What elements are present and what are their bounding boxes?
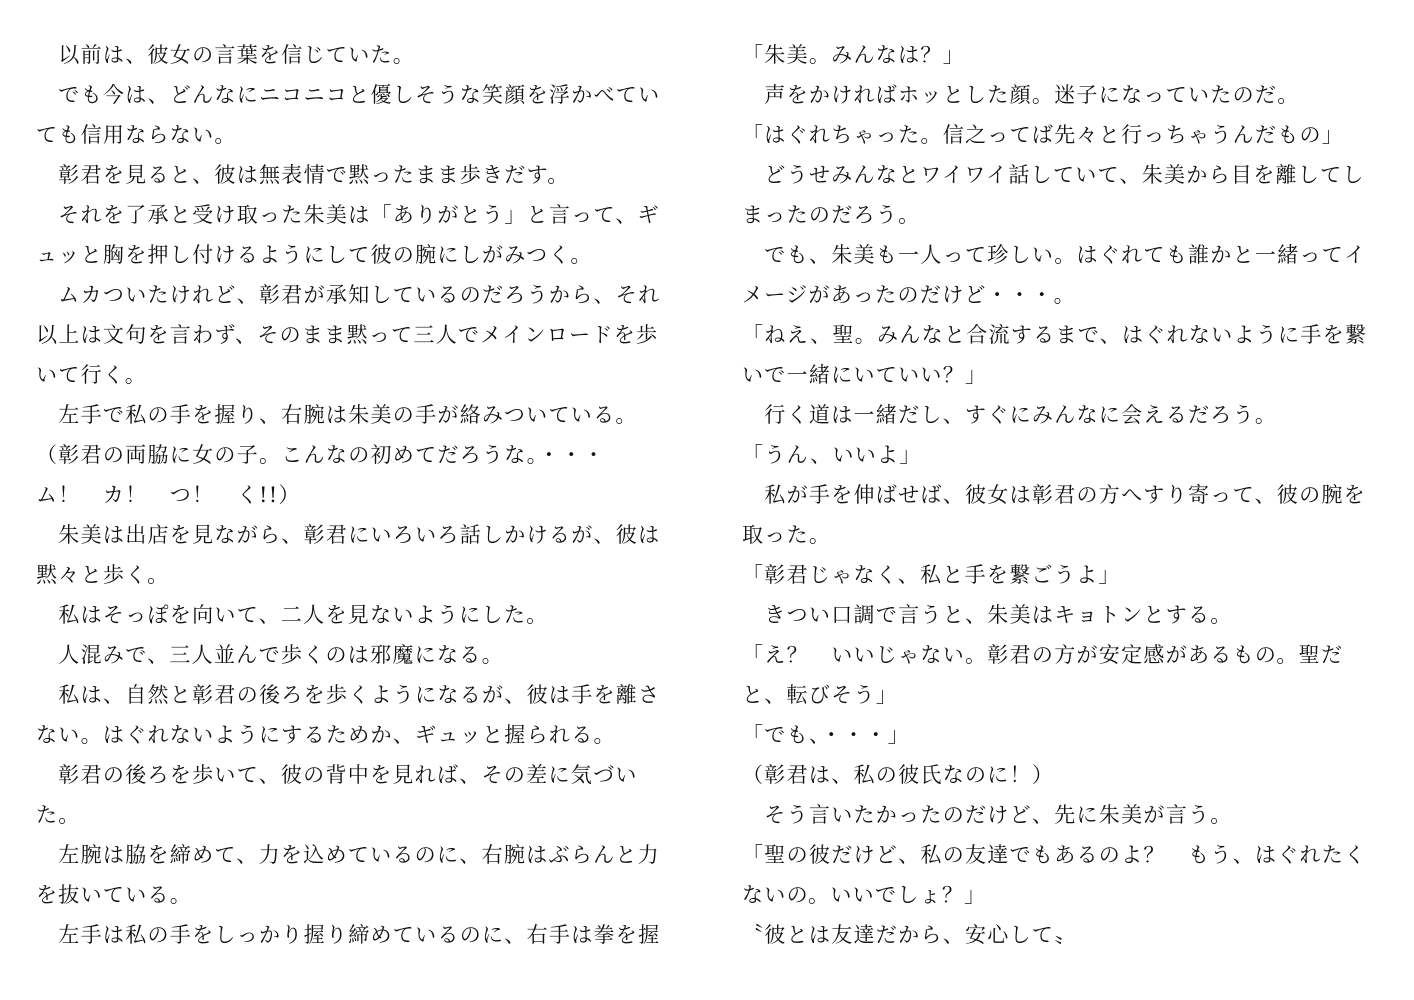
text-line: それを了承と受け取った朱美は「ありがとう」と言って、ギ [36,203,660,227]
text-line: 「ねえ、聖。みんなと合流するまで、はぐれないように手を繋 [742,323,1368,347]
text-line: 行く道は一緒だし、すぐにみんなに会えるだろう。 [742,403,1278,427]
text-line: ない。はぐれないようにするためか、ギュッと握られる。 [36,723,616,747]
text-line: まったのだろう。 [742,203,921,227]
text-line: ムカついたけれど、彰君が承知しているのだろうから、それ [36,283,661,307]
text-line: 左腕は脇を締めて、力を込めているのに、右腕はぶらんと力 [36,843,660,867]
text-line: （彰君は、私の彼氏なのに！） [742,763,1055,787]
text-line: 「でも、・・・」 [742,723,910,747]
text-line: ないの。いいでしょ？」 [742,883,987,907]
text-line: きつい口調で言うと、朱美はキョトンとする。 [742,603,1233,627]
text-line: メージがあったのだけど・・・。 [742,283,1076,307]
text-line: 以前は、彼女の言葉を信じていた。 [36,43,416,67]
text-line: どうせみんなとワイワイ話していて、朱美から目を離してし [742,163,1365,187]
text-line: ても信用ならない。 [36,123,237,147]
text-line: でも、朱美も一人って珍しい。はぐれても誰かと一緒ってイ [742,243,1367,267]
text-line: 人混みで、三人並んで歩くのは邪魔になる。 [36,643,504,667]
text-line: 彰君を見ると、彼は無表情で黙ったまま歩きだす。 [36,163,570,187]
text-line: 黙々と歩く。 [36,563,170,587]
right-page-text [742,35,1382,955]
text-line: 彰君の後ろを歩いて、彼の背中を見れば、その差に気づい [36,763,638,787]
text-line: （彰君の両脇に女の子。こんなの初めてだろうな。・・・ [36,443,606,467]
text-line: 私はそっぽを向いて、二人を見ないようにした。 [36,603,549,627]
text-line: 取った。 [742,523,832,547]
text-line: いて行く。 [36,363,148,387]
text-line: 「はぐれちゃった。信之ってば先々と行っちゃうんだもの」 [742,123,1345,147]
text-line: 左手は私の手をしっかり握り締めているのに、右手は拳を握 [36,923,661,947]
text-line: いで一緒にいていい？」 [742,363,988,387]
text-line: 私が手を伸ばせば、彼女は彰君の方へすり寄って、彼の腕を [742,483,1366,507]
text-line: 朱美は出店を見ながら、彰君にいろいろ話しかけるが、彼は [36,523,661,547]
text-line: そう言いたかったのだけど、先に朱美が言う。 [742,803,1233,827]
text-line: 〝彼とは友達だから、安心して〟 [742,923,1077,947]
left-page-text [36,35,676,955]
text-line: 声をかければホッとした顔。迷子になっていたのだ。 [742,83,1300,107]
text-line: 「聖の彼だけど、私の友達でもあるのよ？ もう、はぐれたく [742,843,1367,867]
text-line: 左手で私の手を握り、右腕は朱美の手が絡みついている。 [36,403,638,427]
text-line: ム！ カ！ つ！ く!!） [36,483,301,507]
text-line: を抜いている。 [36,883,193,907]
text-line: た。 [36,803,81,827]
text-line: 以上は文句を言わず、そのまま黙って三人でメインロードを歩 [36,323,659,347]
text-line: ュッと胸を押し付けるようにして彼の腕にしがみつく。 [36,243,593,267]
text-line: 「うん、いいよ」 [742,443,922,467]
text-line: 「え？ いいじゃない。彰君の方が安定感があるもの。聖だ [742,643,1344,667]
text-line: でも今は、どんなにニコニコと優しそうな笑顔を浮かべてい [36,83,661,107]
text-line: 私は、自然と彰君の後ろを歩くようになるが、彼は手を離さ [36,683,661,707]
text-line: 「朱美。みんなは？」 [742,43,965,67]
text-line: と、転びそう」 [742,683,899,707]
text-line: 「彰君じゃなく、私と手を繋ごうよ」 [742,563,1121,587]
